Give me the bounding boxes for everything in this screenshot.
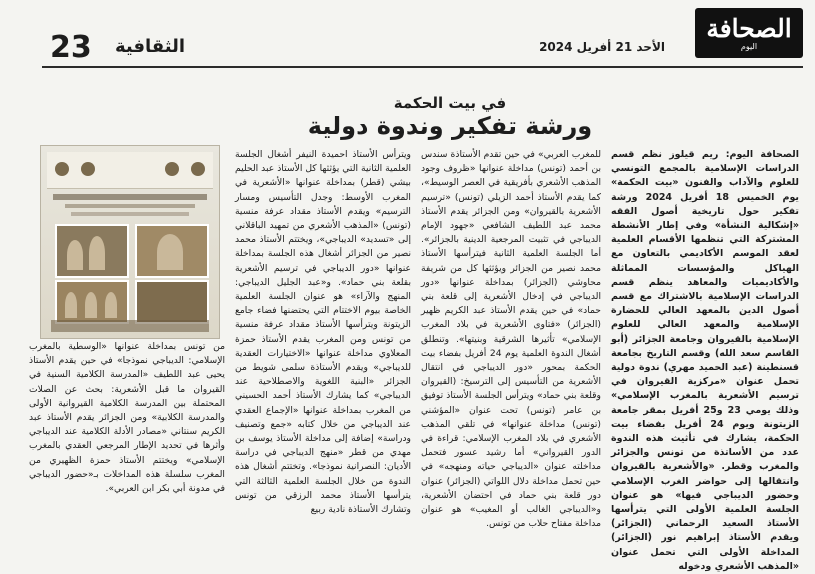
poster-title-bar [53,194,207,200]
article-column-2 [421,148,601,538]
column-1-text: الصحافة اليوم: ريم قيلوز نظم قسم الدراسات الإسلامية بالمجمع التونسي للعلوم والآداب والفنون «بيت الحكمة» يوم الخميس 18 أفريل 2024 ورشة تفكير حول تاريخية أصول الفقه «إشكالية النشأة» وفي إطار الأنشطة المشتركة التي تنظمها الأقسام العلمية لعقد الموسم الأكاديمي بالتعاون مع الهياكل والمؤسسات المماثلة والأكاديميات والمعاهد ينظم قسم الدراسات الإسلامية بالاشتراك مع قسم أصول الدين بالمعهد العالي للحضارة الإسلامية والمعهد العالي للعلوم الإسلامية بالقيروان وجامعة الجزائر (أبو القاسم سعد الله) وقسم التاريخ بجامعة قسنطينة (عبد الحميد مهري) ندوة دولية تحمل عنوان «مركزية القيروان في ترسيم الأشعرية بالمغرب الإسلامي» وذلك يومي 23 و25 أفريل بمقر جامعة الزيتونة ويوم 24 أفريل بفضاء بيت الحكمة، يشارك في تأثيث هذه الندوة عدد من الأساتذة من تونس والجزائر والمغرب وقطر. «والأشعرية بالقيروان وانتقالها إلى حواضر الغرب الإسلامي وحضور الديباجي فيها» هو عنوان الجلسة العلمية الأولى التي يترأسها الأستاذ السعيد الرحماني (الجزائر) ويقدم الأستاذ إبراهيم نور (الجزائر) المداخلة الأولى التي تحمل عنوان «المذهب الأشعري ودخوله [611,149,800,572]
article-headline: ورشة تفكير وندوة دولية [307,112,593,140]
article-column-3 [235,148,411,538]
mosque-photo [55,224,129,278]
poster-subtitle-bar [65,204,195,208]
emblem-icon [55,162,69,176]
article-kicker: في بيت الحكمة [393,94,507,112]
masthead-title: الصحافة [706,13,792,43]
mosque-photo [55,280,129,324]
article-column-1 [611,148,800,572]
poster-subtitle-bar [71,212,189,216]
column-4-text: من تونس بمداخلة عنوانها «الوسطية بالمغرب الإسلامي: الديباجي نموذجا» في حين يقدم الأستاذ يحيى عبد اللطيف «المدرسة الكلامية السنية في القيروان ما قبل الأشعرية: بحث عن الصلات المحتملة بين المدرسة الكلامية القيروانية الأولى والمدرسة الكلابية» ومن الجزائر يقدم الأستاذ عبد الكريم سنتاني «مصادر الأدلة الكلامية عند الديباجي وأثرها في تحديد الإطار المرجعي العقدي بالمغرب الإسلامي» ويختتم الأستاذ حمزة الظهيري من المغرب سلسلة هذه المداخلات بـ«حضور الديباجي في مدونة أبي بكر ابن العربي». [29,341,225,495]
page-number: 23 [50,30,92,65]
poster-footer-bar [51,320,209,332]
masthead-logo [695,8,803,58]
column-3-text: ويترأس الأستاذ احميدة النيفر أشغال الجلسة العلمية الثانية التي يؤثثها كل الأستاذ عبد الحليم بيشي (قطر) بمداخلة عنوانها «الأشعرية في المغرب الأوسط: وجدل التأسيس ومسار الترسيم» ويقدم الأستاذ مقداد عرفة منسية (تونس) «المذهب الأشعري من تمهيد الباقلاني إلى «تسديد» الديباجي»، ويختتم الأستاذ محمد نصير من الجزائر أشغال هذه الجلسة بمداخلة عنوانها «دور الديباجي في ترسيم الأشعرية بقلعة بني حماد». و«عبد الجليل الديباجي: المنهج والآراء» هو عنوان الجلسة العلمية الخاصة بيوم الاختتام التي يحتضنها فضاء جامع الزيتونة ويترأسها الأستاذ مقداد عرفة منسية من تونس ومن المغرب يقدم الأستاذ حمزة المعلاوي مداخلة عنوانها «الاختيارات العقدية للديباجي» ويقدم الأستاذة سلمى شويط من الجزائر «البنية اللغوية والاصطلاحية عند الديباجي» كما يشارك الأستاذ أحمد الحسيني من المغرب بمداخلة عنوانها «الإجماع العقدي عند الديباجي من خلال كتابه «جمع وتصنيف ودراسة» إضافة إلى مداخلة الأستاذ يوسف بن مهدي من قطر «منهج الديباجي في دراسة الأديان: النصرانية نموذجا». وتختتم أشغال هذه الندوة من خلال الجلسة العلمية الثالثة التي يترأسها الأستاذ محمد الرزقي من تونس وتشارك الأستاذة نادية ربيع [235,149,411,516]
emblem-icon [165,162,179,176]
column-2-text: للمغرب العربي» في حين تقدم الأستاذة سندس بن أحمد (تونس) مداخلة عنوانها «ظروف وجود المذهب الأشعري بأفريقية في العصر الوسيط»، كما يقدم الأستاذ أحمد الزيلي (تونس) «ترسيم الأشعرية بالقيروان» ومن الجزائر يقدم الأستاذ محمد عبد اللطيف الشافعي «جهود الإمام الديباجي في تثبيت المرجعية الدينية بالجزائر». أما الجلسة العلمية الثانية فيترأسها الأستاذ محمد نصير من الجزائر ويؤثثها كل من شريفة محاوشي (الجزائر) بمداخلة عنوانها «دور الديباجي في إدخال الأشعرية إلى قلعة بني حماد» في حين يقدم الأستاذ عبد الكريم ظهير (الجزائر) «فتاوى الأشعرية في بلاد المغرب الإسلامي» تأثيرها الشرقية وبنيتها». وتنطلق أشغال الندوة العلمية يوم 24 أفريل بفضاء بيت الحكمة بمحور «دور الديباجي في انتقال الأشعرية من التأسيس إلى الترسيخ: (القيروان وقلعة بني حماد» ويترأس الجلسة الأستاذ توفيق بن عامر (تونس) تحت عنوان «المؤشني (تونس) مداخلة عنوانها» في تلقي المذهب الأشعري في بلاد المغرب الإسلامي: قراءة في الدور القيرواني» أما رشيد عسور فتحمل مداخلته عنوان «الديباجي حياته ومنهجه» في حين تحمل مداخلة دلال اللواتي (الجزائر) عنوان دور قلعة بني حماد في احتضان الأشعرية، و«الديباجي الغالب أو المغيب» هو عنوان مداخلة مفتاح حلاب من تونس. [421,149,601,530]
header-rule [42,66,803,68]
conference-poster-image [40,145,220,339]
emblem-icon [81,162,95,176]
article-column-4 [29,340,225,538]
issue-date: الأحد 21 أفريل 2024 [539,40,665,54]
poster-banner [47,152,213,189]
emblem-icon [191,162,205,176]
section-name: الثقافية [115,36,186,57]
mosque-photo [135,224,209,278]
masthead-subtitle: اليوم [740,41,758,51]
mosque-photo [135,280,209,324]
